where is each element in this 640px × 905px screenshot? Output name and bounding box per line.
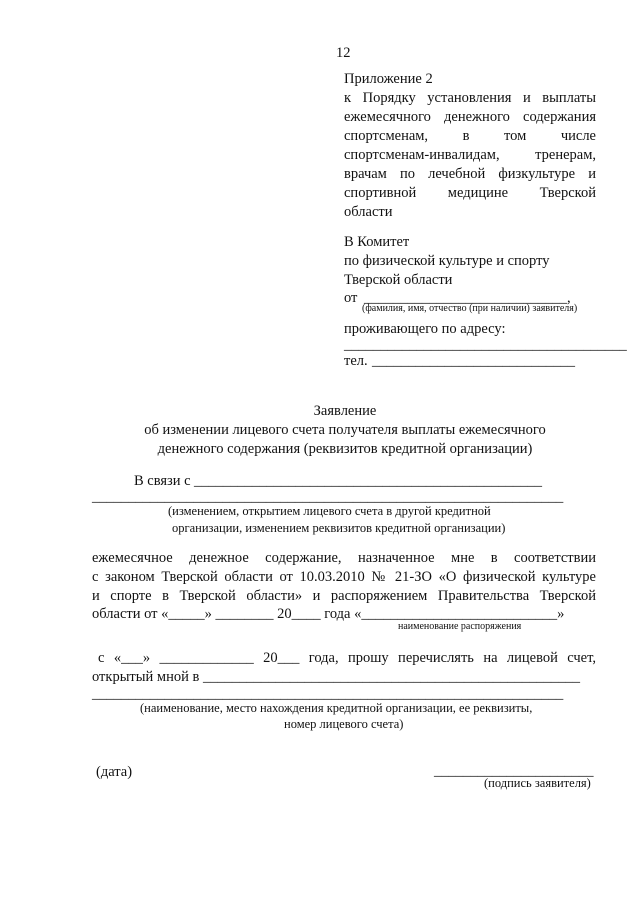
appendix-line: спортсменам, в том числе bbox=[344, 128, 596, 144]
appendix-line: области bbox=[344, 204, 393, 220]
reason-field-continued[interactable]: _________________________________________________________________ bbox=[92, 489, 564, 505]
appendix-line: ежемесячного денежного содержания bbox=[344, 109, 596, 125]
residing-label: проживающего по адресу: bbox=[344, 321, 506, 337]
applicant-name-caption: (фамилия, имя, отчество (при наличии) заявителя) bbox=[362, 303, 578, 314]
title-subject-line-1: об изменении лицевого счета получателя выплаты ежемесячного bbox=[144, 422, 546, 438]
addressee-committee: В Комитет bbox=[344, 234, 410, 250]
reason-field[interactable]: ________________________________________________ bbox=[194, 473, 542, 489]
phone-label: тел. bbox=[344, 353, 368, 369]
date-label: (дата) bbox=[96, 764, 133, 780]
title-word: Заявление bbox=[313, 403, 377, 419]
appendix-line: к Порядку установления и выплаты bbox=[344, 90, 596, 106]
appendix-line: спортсменам-инвалидам, тренерам, bbox=[344, 147, 596, 163]
in-connection-label: В связи с bbox=[134, 473, 191, 489]
opened-in-line[interactable]: открытый мной в ____________________________________________________ bbox=[92, 669, 580, 685]
applicant-name-field[interactable]: ____________________________, bbox=[364, 290, 571, 306]
body-paragraph-line: ежемесячное денежное содержание, назначенное мне в соответствии bbox=[92, 550, 596, 566]
phone-field[interactable]: ____________________________ bbox=[372, 353, 575, 369]
appendix-heading: Приложение 2 bbox=[344, 71, 433, 87]
bank-details-field[interactable]: _________________________________________________________________ bbox=[92, 686, 564, 702]
addressee-region: Тверской области bbox=[344, 272, 453, 288]
addressee-committee-name: по физической культуре и спорту bbox=[344, 253, 550, 269]
body-paragraph-line: с законом Тверской области от 10.03.2010 № 21-ЗО «О физической культуре bbox=[92, 569, 596, 585]
order-date-line[interactable]: области от «_____» ________ 20____ года «___________________________» bbox=[92, 606, 565, 622]
body-paragraph-line: и спорте в Тверской области» и распоряжением Правительства Тверской bbox=[92, 588, 596, 604]
from-label: от bbox=[344, 290, 358, 306]
appendix-line: спортивной медицине Тверской bbox=[344, 185, 596, 201]
reason-caption: организации, изменением реквизитов кредитной организации) bbox=[172, 521, 506, 535]
bank-details-caption: номер лицевого счета) bbox=[284, 717, 404, 731]
start-date-line[interactable]: с «___» _____________ 20___ года, прошу перечислять на лицевой счет, bbox=[98, 650, 596, 666]
signature-field[interactable]: ______________________ bbox=[434, 763, 594, 779]
bank-details-caption: (наименование, место нахождения кредитной организации, ее реквизиты, bbox=[140, 701, 533, 715]
title-subject-line-2: денежного содержания (реквизитов кредитной организации) bbox=[157, 441, 533, 457]
order-name-caption: наименование распоряжения bbox=[398, 621, 522, 632]
appendix-line: врачам по лечебной физкультуре и bbox=[344, 166, 596, 182]
page-number: 12 bbox=[336, 45, 351, 61]
address-field[interactable]: _______________________________________ bbox=[344, 337, 627, 353]
reason-caption: (изменением, открытием лицевого счета в другой кредитной bbox=[168, 504, 491, 518]
signature-caption: (подпись заявителя) bbox=[484, 776, 591, 790]
